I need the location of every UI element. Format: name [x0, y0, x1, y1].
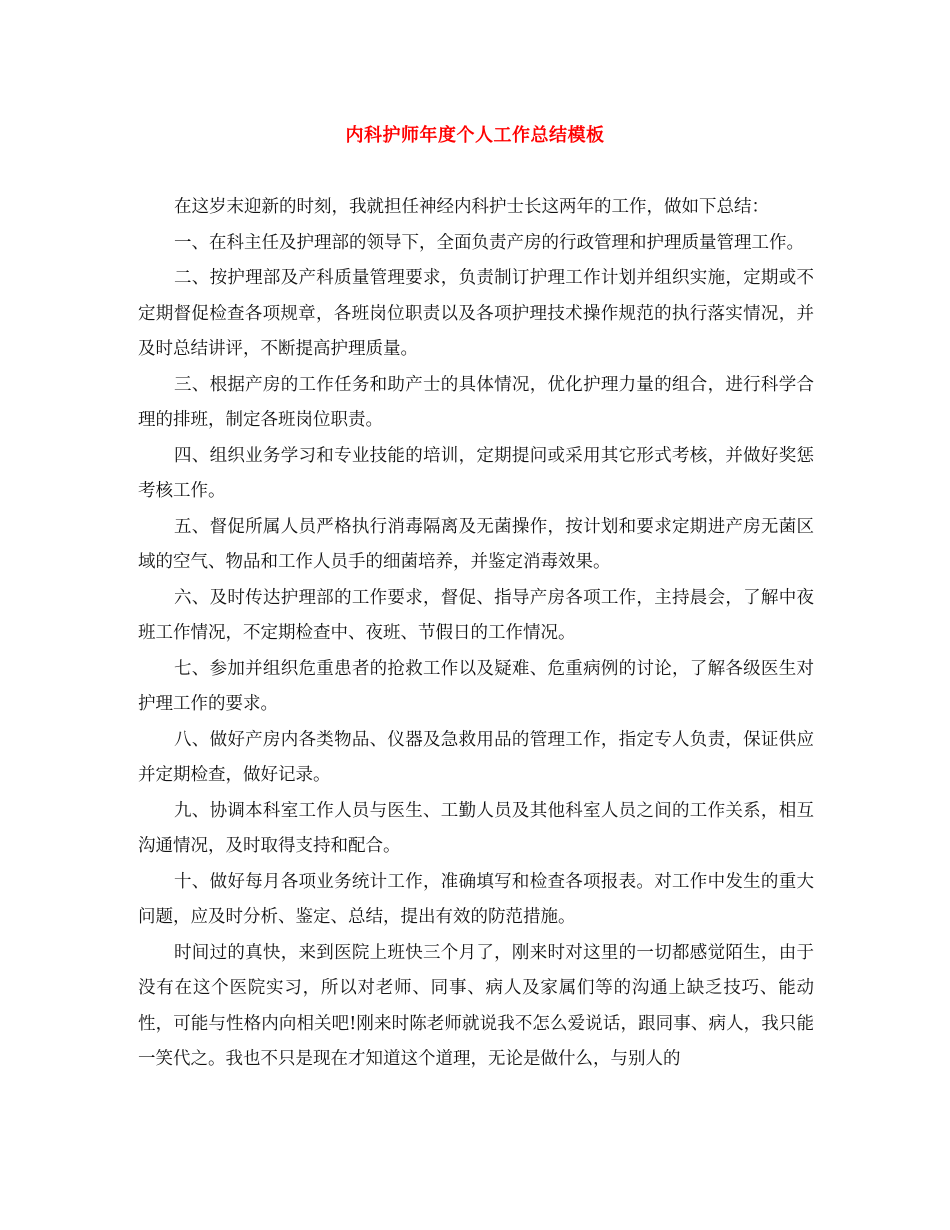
paragraph-item-8: 八、做好产房内各类物品、仪器及急救用品的管理工作，指定专人负责，保证供应并定期检查，做好记录。 [138, 729, 814, 785]
document-title: 内科护师年度个人工作总结模板 [345, 125, 605, 146]
paragraph-item-5: 五、督促所属人员严格执行消毒隔离及无菌操作，按计划和要求定期进产房无菌区域的空气、物品和工作人员手的细菌培养，并鉴定消毒效果。 [138, 516, 814, 572]
paragraph-item-1: 一、在科主任及护理部的领导下，全面负责产房的行政管理和护理质量管理工作。 [174, 232, 804, 253]
paragraph-item-7: 七、参加并组织危重患者的抢救工作以及疑难、危重病例的讨论，了解各级医生对护理工作的要求。 [138, 658, 814, 714]
paragraph-item-6: 六、及时传达护理部的工作要求，督促、指导产房各项工作，主持晨会，了解中夜班工作情况，不定期检查中、夜班、节假日的工作情况。 [138, 587, 814, 643]
paragraph-item-3: 三、根据产房的工作任务和助产士的具体情况，优化护理力量的组合，进行科学合理的排班，制定各班岗位职责。 [138, 374, 814, 430]
paragraph-item-10: 十、做好每月各项业务统计工作，准确填写和检查各项报表。对工作中发生的重大问题，应及时分析、鉴定、总结，提出有效的防范措施。 [138, 871, 814, 927]
paragraph-item-9: 九、协调本科室工作人员与医生、工勤人员及其他科室人员之间的工作关系，相互沟通情况，及时取得支持和配合。 [138, 800, 814, 856]
paragraph-intro: 在这岁末迎新的时刻，我就担任神经内科护士长这两年的工作，做如下总结： [174, 197, 769, 217]
paragraph-item-2: 二、按护理部及产科质量管理要求，负责制订护理工作计划并组织实施，定期或不定期督促检查各项规章，各班岗位职责以及各项护理技术操作规范的执行落实情况，并及时总结讲评，不断提高护理质量。 [138, 268, 814, 359]
paragraph-reflection: 时间过的真快，来到医院上班快三个月了，刚来时对这里的一切都感觉陌生，由于没有在这个医院实习，所以对老师、同事、病人及家属们等的沟通上缺乏技巧、能动性，可能与性格内向相关吧!刚来时陈老师就说我不怎么爱说话，跟同事、病人，我只能一笑代之。我也不只是现在才知道这个道理，无论是做什么，与别人的 [138, 942, 814, 1069]
document-body [138, 190, 814, 1078]
paragraph-item-4: 四、组织业务学习和专业技能的培训，定期提问或采用其它形式考核，并做好奖惩考核工作。 [138, 445, 814, 501]
